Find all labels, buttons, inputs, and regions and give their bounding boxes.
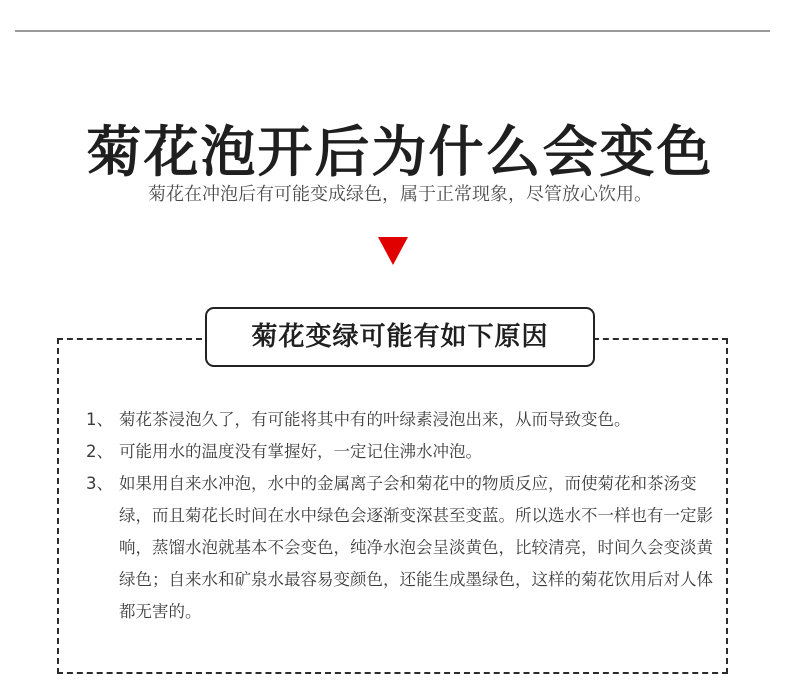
list-item <box>86 468 716 628</box>
page-title: 菊花泡开后为什么会变色 <box>86 119 714 184</box>
section-heading: 菊花变绿可能有如下原因 <box>205 307 595 367</box>
reasons-list <box>86 404 716 628</box>
list-item-number: 2、 <box>86 442 113 461</box>
list-item-number: 3、 <box>86 474 113 493</box>
top-divider <box>15 30 770 32</box>
list-item-number: 1、 <box>86 410 113 429</box>
list-item-text: 菊花茶浸泡久了，有可能将其中有的叶绿素浸泡出来，从而导致变色。 <box>119 410 631 429</box>
page-subtitle: 菊花在冲泡后有可能变成绿色，属于正常现象，尽管放心饮用。 <box>148 184 652 205</box>
list-item-text: 如果用自来水冲泡，水中的金属离子会和菊花中的物质反应，而使菊花和茶汤变绿，而且菊花长时间在水中绿色会逐渐变深甚至变蓝。所以选水不一样也有一定影响，蒸馏水泡就基本不会变色，纯净水泡会呈淡黄色，比较清亮，时间久会变淡黄绿色；自来水和矿泉水最容易变颜色，还能生成墨绿色，这样的菊花饮用后对人体都无害的。 <box>119 474 713 621</box>
list-item-text: 可能用水的温度没有掌握好，一定记住沸水冲泡。 <box>119 442 482 461</box>
list-item <box>86 436 716 468</box>
down-triangle-icon <box>378 237 408 265</box>
list-item <box>86 404 716 436</box>
